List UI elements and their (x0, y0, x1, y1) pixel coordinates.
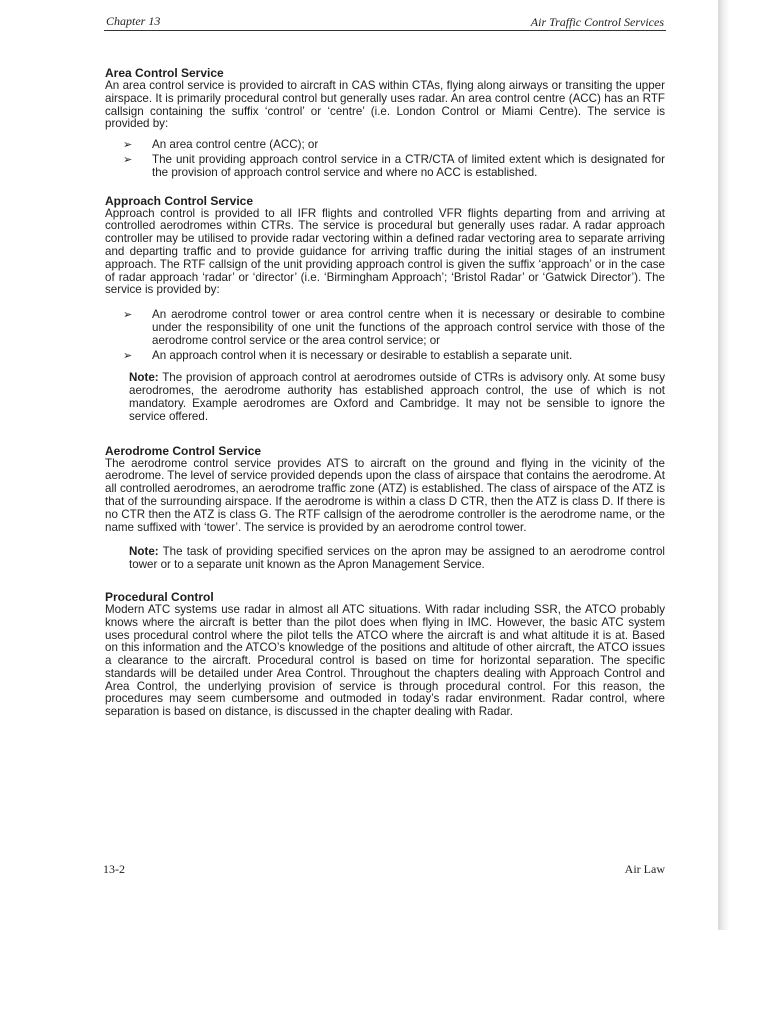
list-item-text: An area control centre (ACC); or (152, 138, 319, 152)
list-item-text: The unit providing approach control service in a CTR/CTA of limited extent which is designated for the provision of approach control service and where no ACC is established. (152, 152, 665, 179)
page-number: 13-2 (103, 862, 125, 876)
note-text: The provision of approach control at aerodromes outside of CTRs is advisory only. At some busy aerodromes, the aerodrome authority has established approach control, the use of which is not mandatory. Example aerodromes are Oxford and Cambridge. It may not be sensible to ignore the service offered. (129, 371, 665, 423)
arrow-bullet-icon: ➢ (123, 349, 133, 362)
page-header (104, 12, 666, 31)
section-approach-control (105, 194, 665, 424)
note-block (129, 546, 665, 572)
section-heading: Procedural Control (105, 589, 214, 604)
chapter-title: Air Traffic Control Services (530, 15, 664, 29)
list-item-text: An approach control when it is necessary or desirable to establish a separate unit. (152, 348, 573, 362)
arrow-bullet-icon: ➢ (123, 309, 133, 322)
list-item-text: An aerodrome control tower or area control centre when it is necessary or desirable to combine under the responsibility of one unit the functions of the approach control service with those of the aerodrome control service or the area control service; or (152, 308, 665, 347)
section-paragraph: Modern ATC systems use radar in almost all ATC situations. With radar including SSR, the ATCO probably knows where the aircraft is better than the pilot does when flying in IMC. However, the basic ATC system uses procedural control where the pilot tells the ATCO where the aircraft is and what altitude it is at. Based on this information and the ATCO’s knowledge of the positions and altitude of other aircraft, the ATCO issues a clearance to the aircraft. Procedural control is based on time for horizontal separation. The specific standards will be detailed under Area Control. Throughout the chapters dealing with Approach Control and Area Control, the underlying provision of service is through procedural control. For this reason, the procedures may seem cumbersome and outmoded in today’s radar environment. Radar control, where separation is based on distance, is discussed in the chapter dealing with Radar. (105, 602, 665, 719)
section-paragraph: Approach control is provided to all IFR flights and controlled VFR flights departing from and arriving at controlled aerodromes within CTRs. The service is procedural but generally uses radar. A radar approach controller may be utilised to provide radar vectoring within a defined radar vectoring area to separate arriving and departing traffic and to provide guidance for arriving traffic during the initial stages of an instrument approach. The RTF callsign of the unit providing approach control is given the suffix ‘approach’ or in the case of radar approach ‘radar’ or ‘director’ (i.e. ‘Birmingham Approach’; ‘Bristol Radar’ or ‘Gatwick Director’). The service is provided by: (105, 206, 665, 297)
section-paragraph: An area control service is provided to aircraft in CAS within CTAs, flying along airways or transiting the upper airspace. It is primarily procedural control but generally uses radar. An area control centre (ACC) has an RTF callsign containing the suffix ‘control’ or ‘centre’ (i.e. London Control or Miami Centre). The service is provided by: (105, 79, 665, 131)
page-edge-shadow (718, 0, 730, 930)
arrow-bullet-icon: ➢ (123, 153, 133, 166)
section-aerodrome-control (105, 444, 665, 572)
book-title: Air Law (624, 862, 665, 876)
section-heading: Approach Control Service (105, 193, 254, 208)
note-label: Note: (129, 545, 159, 559)
list-item (123, 139, 665, 152)
section-area-control (105, 66, 665, 180)
list-item (123, 154, 665, 180)
section-procedural-control (105, 590, 665, 719)
bullet-list (123, 139, 665, 179)
note-block (129, 372, 665, 423)
list-item (123, 309, 665, 347)
note-label: Note: (129, 371, 159, 385)
section-heading: Area Control Service (105, 66, 224, 80)
bullet-list (123, 309, 665, 362)
arrow-bullet-icon: ➢ (123, 139, 133, 152)
chapter-label: Chapter 13 (106, 14, 161, 28)
list-item (123, 350, 665, 363)
section-paragraph: The aerodrome control service provides ATS to aircraft on the ground and flying in the vicinity of the aerodrome. The level of service provided depends upon the class of airspace that contains the aerodrome. At all controlled aerodromes, an aerodrome traffic zone (ATZ) is established. The class of airspace of the ATZ is that of the surrounding airspace. If the aerodrome is within a class D CTR, then the ATZ is class D. If there is no CTR then the ATZ is class G. The RTF callsign of the aerodrome controller is the aerodrome name, or the name suffixed with ‘tower’. The service is provided by an aerodrome control tower. (105, 456, 665, 534)
section-heading: Aerodrome Control Service (105, 443, 262, 458)
page-body (105, 66, 665, 729)
note-text: The task of providing specified services on the apron may be assigned to an aerodrome control tower or to a separate unit known as the Apron Management Service. (129, 545, 665, 572)
